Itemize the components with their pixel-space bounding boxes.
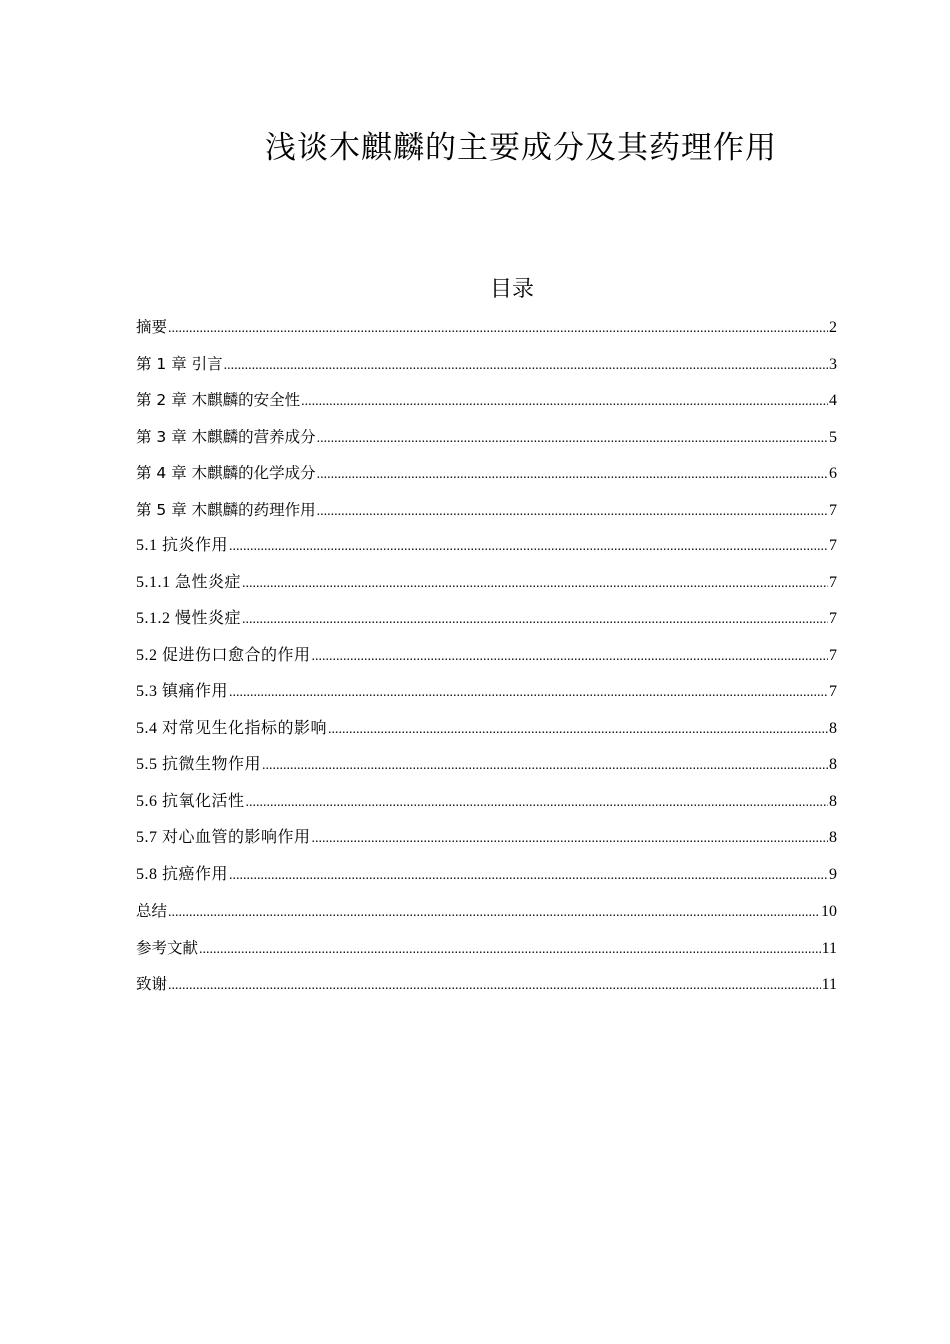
toc-entry-page-number: 7 [829, 501, 837, 519]
toc-entry[interactable] [136, 857, 837, 894]
toc-entry[interactable] [136, 784, 837, 821]
toc-entry[interactable] [136, 820, 837, 857]
toc-entry[interactable] [136, 382, 837, 419]
toc-entry-label: 摘要 [136, 318, 168, 336]
toc-dot-leader [312, 639, 828, 675]
toc-entry-label: 5.2 促进伤口愈合的作用 [136, 646, 311, 664]
toc-entry-label: 5.8 抗癌作用 [136, 865, 229, 883]
toc-entry[interactable] [136, 674, 837, 711]
toc-entry[interactable] [136, 419, 837, 456]
toc-entry-label: 第 4 章 木麒麟的化学成分 [136, 464, 316, 482]
toc-entry-label: 5.1 抗炎作用 [136, 537, 229, 554]
toc-dot-leader [229, 529, 828, 565]
toc-entry-label: 5.5 抗微生物作用 [136, 756, 262, 773]
toc-entry-page-number: 8 [829, 719, 837, 737]
toc-entry-page-number: 9 [829, 865, 837, 883]
toc-entry-page-number: 7 [829, 646, 837, 664]
toc-entry-page-number: 5 [829, 428, 837, 446]
toc-entry-page-number: 7 [829, 573, 837, 591]
toc-dot-leader [301, 384, 828, 419]
toc-entry-page-number: 6 [829, 465, 837, 482]
toc-entry[interactable] [136, 638, 837, 675]
toc-entry[interactable] [136, 966, 837, 1003]
toc-entry-page-number: 8 [829, 756, 837, 773]
toc-entry[interactable] [136, 930, 837, 967]
toc-entry[interactable] [136, 747, 837, 784]
toc-entry-label: 第 3 章 木麒麟的营养成分 [136, 427, 316, 446]
toc-entry[interactable] [136, 309, 837, 346]
toc-entry-label: 总结 [136, 902, 168, 920]
toc-dot-leader [224, 348, 828, 383]
toc-dot-leader [328, 712, 828, 748]
toc-entry[interactable] [136, 893, 837, 930]
toc-dot-leader [242, 566, 828, 602]
toc-entry-page-number: 2 [829, 319, 837, 336]
toc-dot-leader [168, 895, 820, 930]
toc-entry-label: 致谢 [136, 975, 168, 993]
toc-entry[interactable] [136, 601, 837, 638]
toc-dot-leader [317, 457, 828, 492]
toc-dot-leader [168, 968, 821, 1003]
toc-entry[interactable] [136, 346, 837, 383]
toc-entry-label: 5.6 抗氧化活性 [136, 792, 245, 810]
toc-entry-label: 5.1.1 急性炎症 [136, 573, 242, 591]
toc-dot-leader [262, 748, 828, 784]
toc-entry-page-number: 10 [821, 903, 837, 920]
toc-entry-page-number: 7 [829, 610, 837, 627]
toc-entry-label: 5.1.2 慢性炎症 [136, 610, 242, 627]
toc-entry-page-number: 11 [821, 939, 837, 957]
toc-entry-page-number: 3 [829, 355, 837, 373]
toc-entry[interactable] [136, 492, 837, 529]
toc-entry-page-number: 11 [821, 976, 837, 993]
document-title: 浅谈木麒麟的主要成分及其药理作用 [265, 130, 777, 166]
table-of-contents [136, 309, 837, 1003]
toc-dot-leader [317, 421, 828, 456]
toc-entry-label: 5.7 对心血管的影响作用 [136, 829, 311, 846]
toc-entry[interactable] [136, 711, 837, 748]
toc-entry-label: 第 2 章 木麒麟的安全性 [136, 391, 301, 409]
toc-dot-leader [317, 494, 828, 529]
toc-dot-leader [312, 821, 828, 857]
toc-entry-label: 5.4 对常见生化指标的影响 [136, 719, 328, 737]
toc-entry-label: 参考文献 [136, 938, 199, 957]
toc-entry-page-number: 8 [829, 792, 837, 810]
toc-entry-label: 第 1 章 引言 [136, 354, 223, 373]
toc-entry-label: 5.3 镇痛作用 [136, 683, 229, 700]
toc-heading: 目录 [489, 277, 534, 302]
toc-entry[interactable] [136, 565, 837, 602]
toc-dot-leader [246, 785, 828, 821]
toc-dot-leader [199, 932, 821, 967]
toc-entry-page-number: 8 [829, 829, 837, 846]
toc-entry-page-number: 7 [829, 683, 837, 700]
toc-dot-leader [229, 675, 828, 711]
toc-entry[interactable] [136, 528, 837, 565]
toc-dot-leader [242, 602, 828, 638]
toc-entry-page-number: 7 [829, 537, 837, 554]
toc-dot-leader [229, 858, 828, 894]
toc-dot-leader [168, 311, 828, 346]
toc-entry-page-number: 4 [829, 392, 837, 409]
toc-entry-label: 第 5 章 木麒麟的药理作用 [136, 500, 316, 519]
toc-entry[interactable] [136, 455, 837, 492]
